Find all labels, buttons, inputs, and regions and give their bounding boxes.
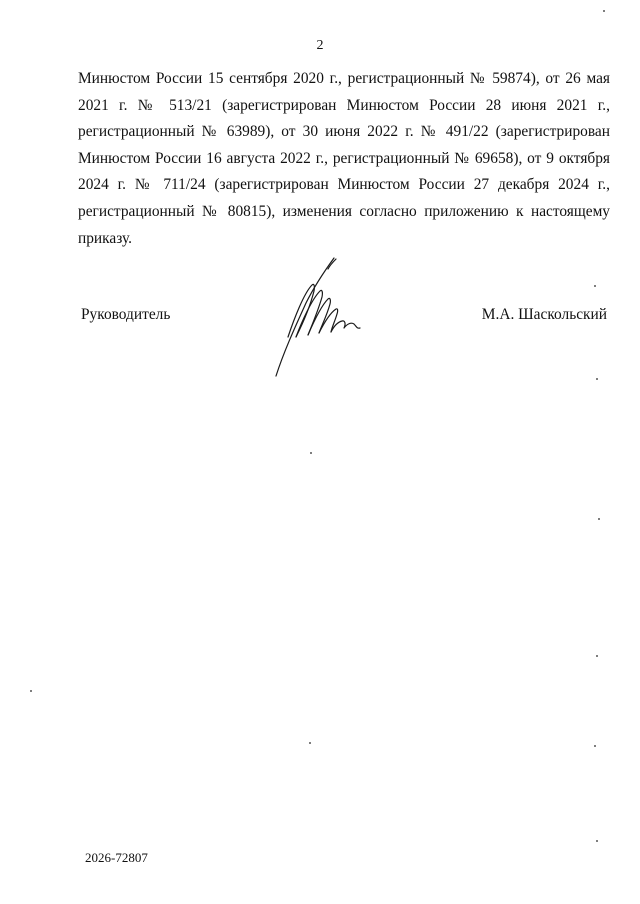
document-code: 2026-72807 (85, 850, 148, 865)
body-line-4: Минюстом России 16 августа 2022 г., регистрационный № 69658), от 9 октября (78, 149, 610, 167)
signer-name: М.А. Шаскольский (481, 306, 607, 323)
scan-speck (596, 378, 598, 380)
scan-speck (596, 655, 598, 657)
body-paragraph (78, 66, 610, 252)
body-line-5: 2024 г. № 711/24 (зарегистрирован Минюстом России 27 декабря 2024 г., (78, 176, 610, 194)
page-number: 2 (316, 38, 324, 53)
scan-speck (310, 452, 312, 454)
scan-speck (594, 285, 596, 287)
body-line-2: 2021 г. № 513/21 (зарегистрирован Минюстом России 28 июня 2021 г., (78, 96, 610, 114)
body-line-7: приказу. (78, 229, 133, 247)
body-line-6: регистрационный № 80815), изменения согласно приложению к настоящему (78, 202, 610, 220)
scan-speck (309, 742, 311, 744)
position-title: Руководитель (81, 306, 171, 323)
scan-speck (603, 10, 605, 12)
body-line-1: Минюстом России 15 сентября 2020 г., регистрационный № 59874), от 26 мая (78, 70, 610, 87)
scan-speck (594, 745, 596, 747)
body-line-3: регистрационный № 63989), от 30 июня 2022 г. № 491/22 (зарегистрирован (78, 123, 610, 141)
scan-speck (596, 840, 598, 842)
handwritten-signature (268, 255, 368, 379)
scan-speck (598, 518, 600, 520)
scan-speck (30, 690, 32, 692)
